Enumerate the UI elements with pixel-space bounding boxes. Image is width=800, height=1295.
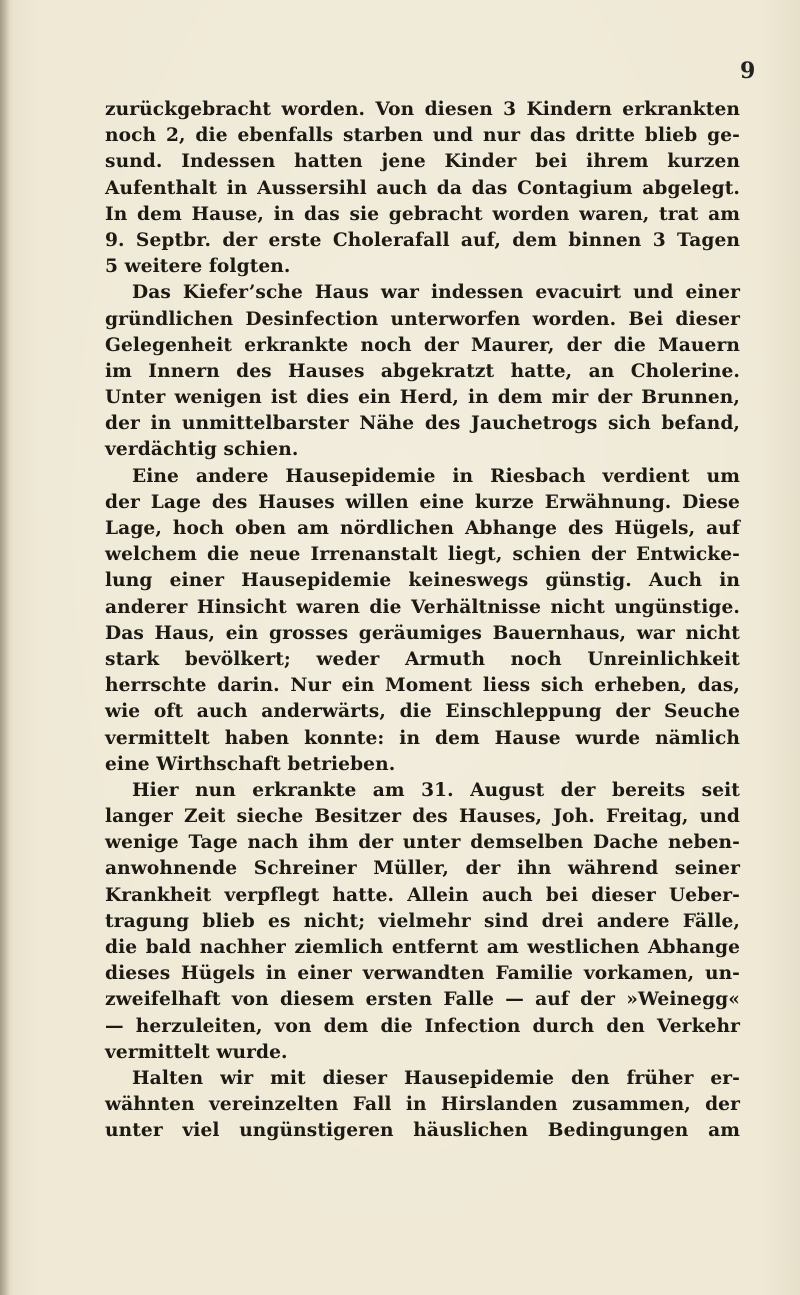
text-line: noch 2, die ebenfalls starben und nur das dritte blieb ge-: [105, 125, 740, 147]
binding-shadow: [0, 0, 10, 1295]
text-line: verdächtig schien.: [105, 439, 299, 461]
text-line: der in unmittelbarster Nähe des Jauchetrogs sich befand,: [105, 413, 740, 435]
text-line: eine Wirthschaft betrieben.: [105, 753, 396, 775]
text-line: Lage, hoch oben am nördlichen Abhange des Hügels, auf: [105, 518, 740, 539]
text-line: Aufenthalt in Aussersihl auch da das Contagium abgelegt.: [105, 177, 740, 199]
text-line: wie oft auch anderwärts, die Einschleppung der Seuche: [105, 701, 740, 723]
text-line: herrschte darin. Nur ein Moment liess sich erheben, das,: [105, 675, 740, 697]
text-line: Krankheit verpflegt hatte. Allein auch bei dieser Ueber-: [105, 884, 740, 906]
text-line: anwohnende Schreiner Müller, der ihn während seiner: [105, 858, 740, 880]
text-line: vermittelt haben konnte: in dem Hause wurde nämlich: [105, 727, 740, 749]
text-line: gründlichen Desinfection unterworfen worden. Bei dieser: [105, 308, 740, 330]
text-line: welchem die neue Irrenanstalt liegt, schien der Entwicke-: [105, 544, 740, 566]
text-line: 9. Septbr. der erste Cholerafall auf, dem binnen 3 Tagen: [105, 229, 740, 251]
text-line: anderer Hinsicht waren die Verhältnisse nicht ungünstige.: [105, 596, 740, 618]
text-line: die bald nachher ziemlich entfernt am westlichen Abhange: [105, 937, 740, 958]
text-line: Halten wir mit dieser Hausepidemie den früher er-: [132, 1067, 740, 1089]
text-line: Das Haus, ein grosses geräumiges Bauernhaus, war nicht: [105, 622, 740, 644]
text-line: 5 weitere folgten.: [105, 256, 291, 278]
text-line: Eine andere Hausepidemie in Riesbach verdient um: [132, 465, 740, 487]
text-line: zurückgebracht worden. Von diesen 3 Kindern erkrankten: [105, 99, 740, 120]
text-line: Unter wenigen ist dies ein Herd, in dem mir der Brunnen,: [105, 387, 740, 409]
text-line: In dem Hause, in das sie gebracht worden waren, trat am: [105, 203, 740, 225]
text-line: im Innern des Hauses abgekratzt hatte, an Cholerine.: [105, 360, 740, 382]
text-line: stark bevölkert; weder Armuth noch Unreinlichkeit: [105, 648, 740, 670]
text-line: dieses Hügels in einer verwandten Familie vorkamen, un-: [105, 963, 740, 985]
text-line: der Lage des Hauses willen eine kurze Erwähnung. Diese: [105, 491, 740, 513]
text-line: Hier nun erkrankte am 31. August der bereits seit: [132, 779, 740, 801]
text-line: zweifelhaft von diesem ersten Falle — auf der »Weinegg«: [105, 989, 740, 1011]
text-line: — herzuleiten, von dem die Infection durch den Verkehr: [105, 1015, 740, 1037]
body-text: [105, 97, 740, 1145]
text-line: unter viel ungünstigeren häuslichen Bedingungen am: [105, 1120, 740, 1142]
text-line: Gelegenheit erkrankte noch der Maurer, der die Mauern: [105, 334, 740, 356]
text-line: Das Kiefer’sche Haus war indessen evacuirt und einer: [132, 282, 740, 304]
page-number: 9: [740, 58, 756, 84]
text-line: tragung blieb es nicht; vielmehr sind drei andere Fälle,: [105, 910, 740, 932]
text-line: sund. Indessen hatten jene Kinder bei ihrem kurzen: [105, 151, 740, 173]
text-line: wähnten vereinzelten Fall in Hirslanden zusammen, der: [105, 1094, 740, 1116]
text-line: vermittelt wurde.: [105, 1041, 288, 1063]
text-line: langer Zeit sieche Besitzer des Hauses, Joh. Freitag, und: [105, 806, 740, 828]
text-line: lung einer Hausepidemie keineswegs günstig. Auch in: [105, 570, 740, 592]
text-line: wenige Tage nach ihm der unter demselben Dache neben-: [105, 832, 740, 854]
